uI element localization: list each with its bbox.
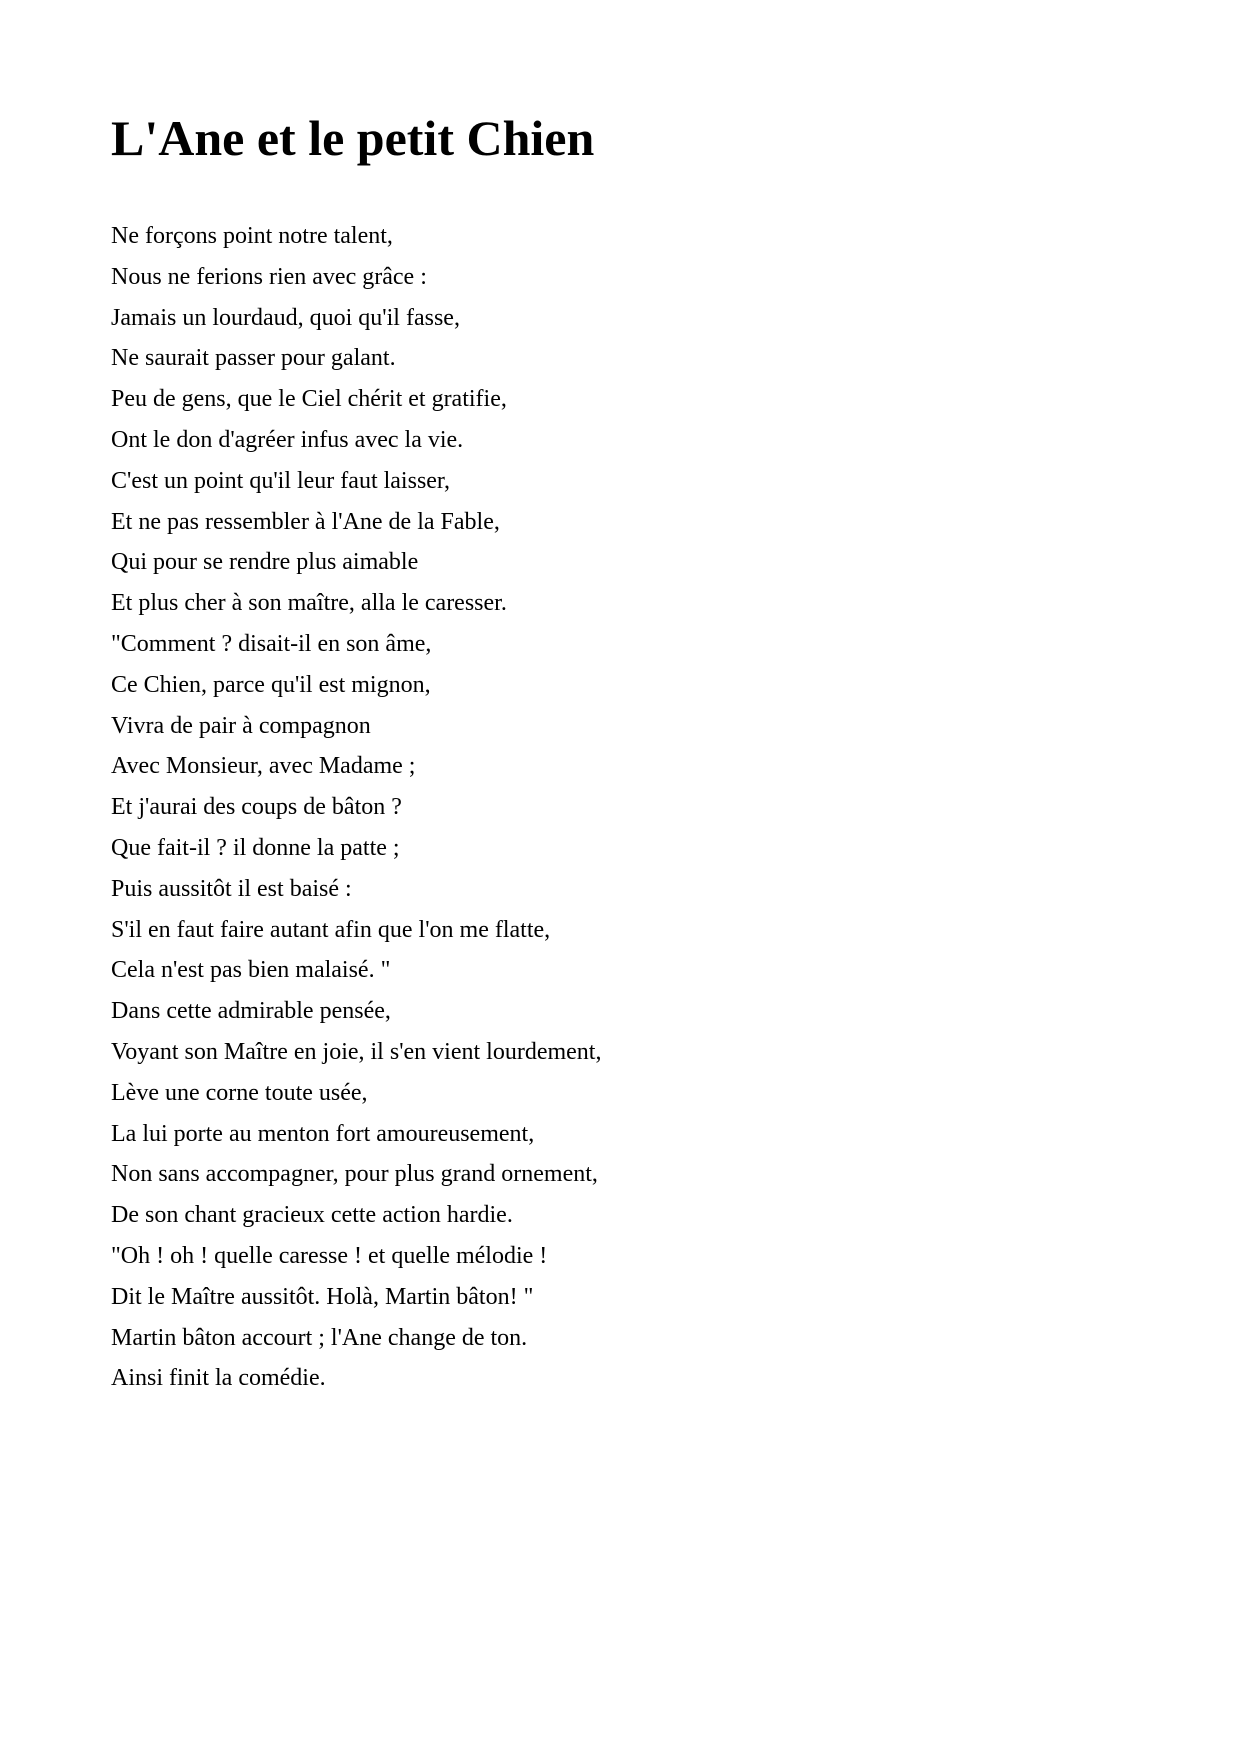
poem-line: Voyant son Maître en joie, il s'en vient lourdement,: [111, 1038, 602, 1065]
poem-line: "Oh ! oh ! quelle caresse ! et quelle mélodie !: [111, 1242, 548, 1269]
poem-line: Cela n'est pas bien malaisé. ": [111, 957, 391, 984]
poem-body: [111, 216, 601, 1399]
poem-line: Lève une corne toute usée,: [111, 1079, 368, 1106]
poem-line: C'est un point qu'il leur faut laisser,: [111, 467, 450, 494]
poem-line: Que fait-il ? il donne la patte ;: [111, 834, 400, 861]
poem-line: S'il en faut faire autant afin que l'on me flatte,: [111, 916, 551, 943]
poem-line: Martin bâton accourt ; l'Ane change de ton.: [111, 1324, 528, 1351]
poem-line: Puis aussitôt il est baisé :: [111, 875, 352, 902]
poem-line: Ne forçons point notre talent,: [111, 223, 393, 249]
poem-line: Et plus cher à son maître, alla le caresser.: [111, 590, 507, 617]
poem-line: Ainsi finit la comédie.: [111, 1365, 326, 1392]
poem-line: Nous ne ferions rien avec grâce :: [111, 263, 427, 290]
poem-line: Avec Monsieur, avec Madame ;: [111, 753, 416, 780]
poem-line: Qui pour se rendre plus aimable: [111, 549, 419, 576]
poem-line: Et ne pas ressembler à l'Ane de la Fable,: [111, 508, 500, 535]
poem-line: De son chant gracieux cette action hardie.: [111, 1202, 513, 1229]
poem-line: Non sans accompagner, pour plus grand ornement,: [111, 1161, 598, 1188]
poem-line: Jamais un lourdaud, quoi qu'il fasse,: [111, 304, 460, 331]
poem-line: La lui porte au menton fort amoureusement,: [111, 1120, 535, 1147]
poem-line: Dit le Maître aussitôt. Holà, Martin bâton! ": [111, 1283, 534, 1310]
poem-line: Vivra de pair à compagnon: [111, 712, 371, 739]
poem-title: L'Ane et le petit Chien: [111, 110, 595, 166]
poem-line: Ont le don d'agréer infus avec la vie.: [111, 426, 464, 453]
poem-line: Ce Chien, parce qu'il est mignon,: [111, 671, 431, 698]
poem-line: Peu de gens, que le Ciel chérit et gratifie,: [111, 386, 507, 413]
poem-line: Dans cette admirable pensée,: [111, 998, 391, 1025]
poem-line: "Comment ? disait-il en son âme,: [111, 630, 432, 657]
poem-line: Ne saurait passer pour galant.: [111, 345, 396, 372]
poem-line: Et j'aurai des coups de bâton ?: [111, 794, 402, 821]
